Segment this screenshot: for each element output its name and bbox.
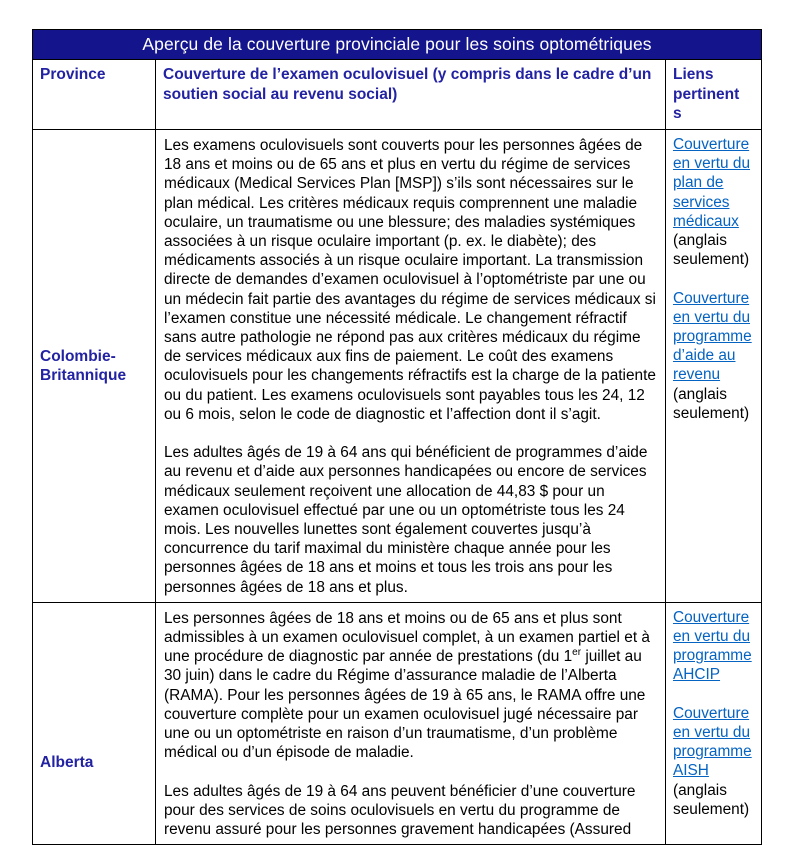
bc-coverage-paragraph-2: Les adultes âgés de 19 à 64 ans qui bénéficient de programmes d’aide au revenu et d’aide aux personnes handicapées ou encore de services médicaux seulement reçoivent une allocation de 44,83 $ pour un examen oculovisuel effectué par une ou un optométriste tous les 24 mois. Les nouvelles lunettes sont également couvertes jusqu’à concurrence du tarif maximal du ministère chaque année pour les personnes âgées de 18 ans et moins et tous les trois ans pour les personnes âgées de 18 ans et plus. [164, 444, 648, 596]
coverage-cell-bc [156, 130, 666, 603]
province-cell-alberta [33, 602, 156, 844]
alberta-paragraph-1-text: Les personnes âgées de 18 ans et moins ou de 65 ans et plus sont admissibles à un examen oculovisuel complet, à un examen partiel et à une procédure de diagnostic par année de prestations (du 1 [164, 609, 650, 666]
links-column-header [666, 60, 762, 130]
ordinal-superscript: er [572, 647, 582, 659]
alberta-coverage-paragraph-2: Les adultes âgés de 19 à 64 ans peuvent bénéficier d’une couverture pour des services de soins oculovisuels en vertu du programme de revenu assuré pour les personnes gravement handicapées (Assured [164, 782, 636, 839]
link-group-spacer [673, 269, 754, 288]
province-cell-bc [33, 130, 156, 603]
coverage-cell-alberta [156, 602, 666, 844]
language-note-msp: (anglais seulement) [673, 232, 750, 269]
table-row-british-columbia [33, 130, 762, 603]
links-header-line-3: s [673, 105, 682, 122]
link-msp-coverage[interactable]: Couverture en vertu du plan de services médicaux [673, 136, 751, 230]
link-group-spacer [673, 685, 754, 704]
province-name-bc: Colombie-Britannique [40, 347, 127, 384]
table-title: Aperçu de la couverture provinciale pour les soins optométriques [33, 30, 762, 60]
coverage-column-header: Couverture de l’examen oculovisuel (y compris dans le cadre d’un soutien social au revenu social) [156, 60, 666, 130]
link-ahcip-coverage[interactable]: Couverture en vertu du programme AHCIP [673, 608, 752, 684]
link-aish-coverage[interactable]: Couverture en vertu du programme AISH [673, 704, 752, 780]
links-header-line-2: pertinent [673, 85, 740, 103]
coverage-table [32, 29, 762, 845]
link-income-assistance-coverage[interactable]: Couverture en vertu du programme d’aide au revenu [673, 289, 752, 384]
links-header-line-1: Liens [673, 66, 714, 83]
table-row-alberta [33, 602, 762, 844]
language-note-income-assistance: (anglais seulement) [673, 385, 750, 422]
language-note-aish: (anglais seulement) [673, 781, 750, 818]
province-name-alberta: Alberta [40, 753, 94, 771]
title-row [33, 30, 762, 60]
province-column-header: Province [33, 60, 156, 130]
column-header-row [33, 60, 762, 130]
links-cell-bc [666, 130, 762, 603]
bc-coverage-paragraph-1: Les examens oculovisuels sont couverts pour les personnes âgées de 18 ans et moins ou de 65 ans et plus en vertu du régime de services médicaux (Medical Services Plan [MSP]) s’ils sont nécessaires sur le plan médical. Les critères médicaux requis comprennent une maladie oculaire, un traumatisme ou une blessure; des maladies systémiques associées à un risque oculaire important (p. ex. le diabète); des médicaments associés à un risque oculaire important. La transmission directe de demandes d’examen oculovisuel à l’optométriste par une ou un médecin fait partie des avantages du régime de services médicaux si l’examen constitue une nécessité médicale. Le changement réfractif sans autre pathologie ne répond pas aux critères médicaux du régime de services médicaux aux fins de paiement. Le coût des examens oculovisuels pour les changements réfractifs est la charge de la patiente ou du patient. Les examens oculovisuels sont payables tous les 24, 12 ou 6 mois, selon le code de diagnostic et l’affection dont il s’agit. [164, 137, 656, 423]
links-cell-alberta [666, 602, 762, 844]
alberta-coverage-paragraph-1 [164, 609, 658, 763]
alberta-paragraph-1-text-continued: juillet au 30 juin) dans le cadre du Régime d’assurance maladie de l’Alberta (RAMA). Pour les personnes âgées de 19 à 65 ans, le RAMA offre une couverture complète pour un examen oculovisuel jugé nécessaire par une ou un optométriste en raison d’un traumatisme, d’un problème médical ou d’un épisode de maladie. [164, 648, 646, 762]
